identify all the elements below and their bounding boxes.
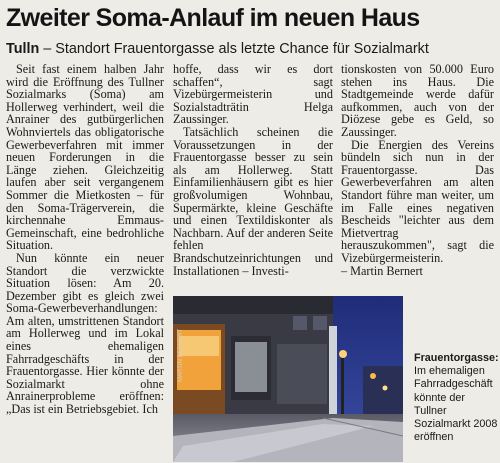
paragraph-text: Die Energien des Vereins bündeln sich nun in der Frauentorgasse. Das Gewerbeverfahren am alten Standort führe man weiter, um im Falle eines negativen Bescheids "leichter aus dem Mietvertrag herauszukommen", sagt die Vizebürgermeisterin. <box>341 137 494 265</box>
photo-caption <box>414 352 498 444</box>
paragraph: Tatsächlich scheinen die Voraussetzungen in der Frauentorgasse besser zu sein als am Hollerweg. Statt Einfamilienhäusern gibt es hier großvolumigen Wohnbau, Supermärkte, kleine Geschäfte und einen Textildiskonter als Nachbarn. Auf der anderen Seite fehlen Brandschutzeinrichtungen und Installationen – Investi- <box>173 124 333 278</box>
subhead-text: – Standort Frauentorgasse als letzte Chance für Sozialmarkt <box>39 41 429 57</box>
paragraph: tionskosten von 50.000 Euro stehen ins Haus. Die Stadtgemeinde werde dafür aufkommen, auch von der Diözese gebe es Geld, so Zaussinger. <box>341 62 494 139</box>
paragraph <box>341 139 494 278</box>
article-subhead <box>6 40 496 58</box>
caption-title: Frauentorgasse: <box>414 352 499 364</box>
caption-text: Im ehemaligen Fahrradgeschäft könnte der Tullner Sozialmarkt 2008 eröffnen <box>414 365 498 444</box>
article-headline: Zweiter Soma-Anlauf im neuen Haus <box>6 4 420 32</box>
article-column-2 <box>173 63 333 277</box>
author-byline: – Martin Bernert <box>341 263 423 278</box>
article-column-3 <box>341 63 494 277</box>
article-column-1 <box>6 63 164 416</box>
paragraph: hoffe, dass wir es dort schaffen“, sagt Vizebürgermeisterin und Sozialstadträtin Helga Zaussinger. <box>173 62 333 127</box>
subhead-place: Tulln <box>6 41 40 57</box>
photo-credit: MARTIN BERNERT <box>178 328 184 382</box>
paragraph: Seit fast einem halben Jahr wird die Eröffnung des Tullner Sozialmarks (Soma) am Hollerweg verhindert, weil die Anrainer des gutbürgerlichen Wohnviertels das obligatorische Gewerbeverfahren mit immer neuen Forderungen in die Länge ziehen. Gleichzeitig laufen aber seit vergangenem Sommer die Mietkosten – für den Soma-Trägerverein, die kirchennahe Emmaus-Gemeinschaft, eine bedrohliche Situation. <box>6 62 164 253</box>
street-night-photo <box>173 296 403 462</box>
paragraph: Nun könnte ein neuer Standort die verzwickte Situation lösen: Am 20. Dezember gibt es gleich zwei Soma-Gewerbeverhandlungen: Am alten, umstrittenen Standort am Hollerweg und im Lokal eines ehemaligen Fahrradgeschäfts in der Frauentorgasse. Hier könnte der Sozialmarkt ohne Anrainerprobleme eröffnen: „Das ist ein Betriebsgebiet. Ich <box>6 250 164 417</box>
article-photo <box>173 296 403 462</box>
